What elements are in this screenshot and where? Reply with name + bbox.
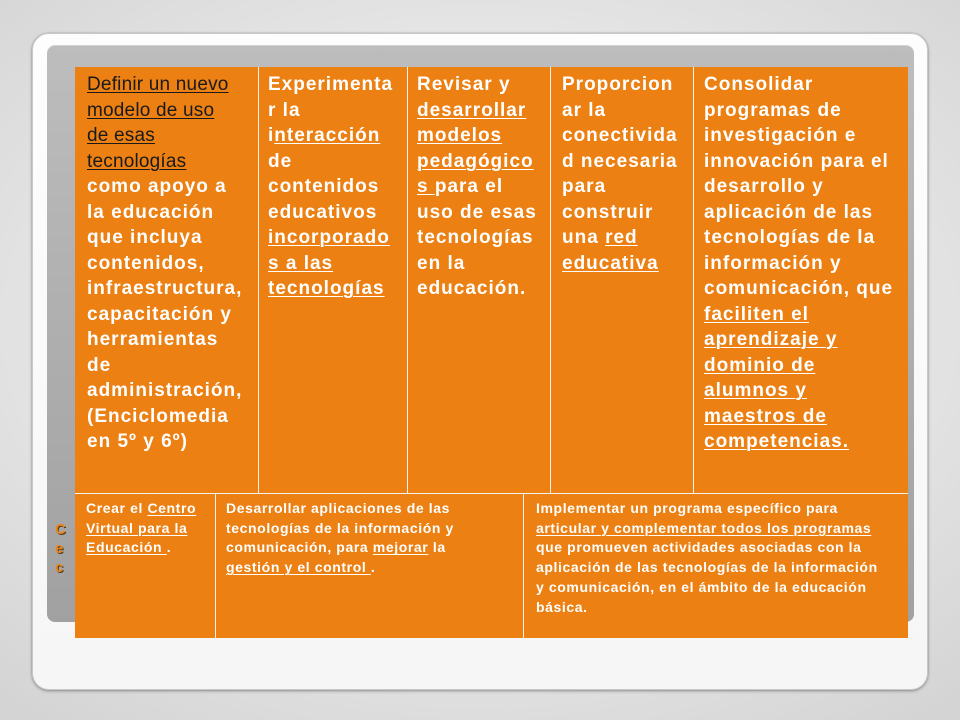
cell-text: la — [428, 539, 446, 556]
obscured-fragment: e — [55, 540, 64, 557]
cell-line — [226, 558, 523, 578]
cell-line — [87, 225, 258, 251]
cell-hyperlink[interactable]: gestión y el control — [226, 559, 371, 576]
cell-text: (Enciclomedia — [87, 405, 229, 427]
cell-line — [704, 404, 908, 430]
cell-text: investigación e — [704, 125, 857, 146]
cell-hyperlink[interactable]: maestros de — [704, 405, 827, 427]
obscured-text-fragments — [55, 520, 66, 577]
cell-line — [417, 72, 550, 98]
cell-text: programas de — [704, 99, 842, 121]
cell-text: Consolidar — [704, 74, 814, 95]
goals-table-top-row — [75, 67, 908, 493]
obscured-fragment: C — [55, 521, 66, 538]
cell-line — [562, 149, 693, 175]
cell-line — [704, 123, 908, 149]
cell-line — [704, 429, 908, 455]
cell-text: construir — [562, 201, 654, 223]
cell-hyperlink[interactable]: articular y complementar todos los programas — [536, 519, 872, 536]
cell-text: de — [87, 354, 112, 376]
cell-line — [86, 538, 215, 558]
cell-hyperlink[interactable]: de esas — [87, 125, 155, 146]
goals-table-bottom-row — [75, 493, 908, 638]
goal-cell-virtual-center — [75, 494, 215, 638]
cell-line — [536, 499, 908, 519]
cell-hyperlink[interactable]: red — [605, 227, 638, 248]
cell-text: infraestructura, — [87, 278, 243, 299]
cell-hyperlink[interactable]: desarrollar — [417, 99, 527, 121]
cell-text: aplicación de las tecnologías de la información — [536, 559, 878, 576]
cell-line — [87, 302, 258, 328]
cell-line — [87, 72, 258, 98]
cell-line — [536, 558, 908, 578]
cell-text: uso de esas — [417, 201, 537, 223]
cell-hyperlink[interactable]: pedagógico — [417, 150, 534, 172]
cell-text: en 5º y 6º) — [87, 431, 188, 452]
cell-hyperlink[interactable]: s — [417, 176, 435, 197]
cell-hyperlink[interactable]: s a las — [268, 252, 334, 274]
cell-line — [417, 123, 550, 149]
cell-line — [268, 225, 407, 251]
cell-hyperlink[interactable]: faciliten el — [704, 303, 809, 325]
cell-line — [87, 327, 258, 353]
cell-line — [87, 378, 258, 404]
cell-text: en la — [417, 252, 466, 274]
goal-cell-define-model — [75, 67, 258, 493]
cell-line — [562, 251, 693, 277]
cell-text: tecnologías — [417, 227, 534, 248]
cell-text: comunicación, que — [704, 278, 894, 299]
cell-line — [417, 251, 550, 277]
cell-line — [704, 72, 908, 98]
cell-line — [562, 123, 693, 149]
cell-text: herramientas — [87, 329, 219, 350]
cell-hyperlink[interactable]: tecnologías — [268, 278, 385, 299]
cell-line — [417, 149, 550, 175]
cell-text: Revisar y — [417, 74, 511, 95]
cell-hyperlink[interactable]: modelo de uso — [87, 99, 215, 121]
cell-text: i — [268, 125, 275, 146]
cell-line — [87, 200, 258, 226]
cell-line — [268, 251, 407, 277]
cell-text: contenidos, — [87, 252, 205, 274]
cell-line — [268, 276, 407, 302]
cell-line — [87, 429, 258, 455]
cell-line — [268, 123, 407, 149]
cell-hyperlink[interactable]: modelos — [417, 125, 503, 146]
cell-line — [87, 149, 258, 175]
cell-text: . — [166, 539, 172, 556]
cell-line — [226, 499, 523, 519]
cell-line — [87, 276, 258, 302]
cell-hyperlink[interactable]: Educación — [86, 539, 167, 556]
cell-line — [704, 98, 908, 124]
cell-line — [86, 519, 215, 539]
cell-hyperlink[interactable]: educativa — [562, 252, 659, 274]
cell-text: desarrollo y — [704, 176, 824, 197]
cell-line — [562, 200, 693, 226]
cell-text: para — [562, 176, 607, 197]
cell-text: d necesaria — [562, 150, 678, 172]
cell-hyperlink[interactable]: aprendizaje y — [704, 329, 838, 350]
goal-cell-implement-program — [523, 494, 908, 638]
goal-cell-experiment-interaction — [258, 67, 407, 493]
cell-line — [268, 200, 407, 226]
cell-line — [704, 327, 908, 353]
cell-line — [536, 538, 908, 558]
cell-hyperlink[interactable]: mejorar — [372, 539, 429, 556]
cell-text: Crear el — [86, 500, 148, 516]
cell-line — [562, 98, 693, 124]
cell-line — [87, 98, 258, 124]
cell-text: básica. — [536, 598, 588, 615]
cell-line — [417, 200, 550, 226]
cell-line — [226, 538, 523, 558]
cell-text: conectivida — [562, 125, 678, 146]
obscured-fragment: c — [55, 559, 64, 576]
cell-line — [268, 174, 407, 200]
cell-line — [536, 519, 908, 539]
cell-line — [704, 353, 908, 379]
cell-line — [268, 149, 407, 175]
cell-text: una — [562, 227, 606, 248]
cell-hyperlink[interactable]: Definir un nuevo — [87, 74, 229, 95]
cell-line — [87, 174, 258, 200]
cell-text: la educación — [87, 201, 215, 223]
cell-text: información y — [704, 252, 842, 274]
goal-cell-develop-applications — [215, 494, 523, 638]
cell-text: capacitación y — [87, 303, 232, 325]
cell-text: que promueven actividades asociadas con la — [536, 539, 862, 556]
cell-text: aplicación de las — [704, 201, 874, 223]
cell-line — [562, 72, 693, 98]
cell-text: educación. — [417, 278, 527, 299]
cell-text: Experimenta — [268, 74, 394, 95]
cell-hyperlink[interactable]: Virtual para la — [86, 519, 188, 536]
goal-cell-consolidate-programs — [693, 67, 908, 493]
cell-text: contenidos — [268, 176, 380, 197]
cell-line — [417, 276, 550, 302]
cell-line — [562, 225, 693, 251]
cell-text: Desarrollar aplicaciones de las — [226, 500, 451, 516]
cell-line — [704, 174, 908, 200]
cell-line — [562, 174, 693, 200]
cell-text: comunicación, para — [226, 539, 373, 556]
cell-line — [704, 276, 908, 302]
cell-line — [536, 578, 908, 598]
cell-line — [87, 251, 258, 277]
cell-hyperlink[interactable]: Centro — [147, 500, 197, 516]
cell-text: educativos — [268, 201, 378, 223]
cell-text: innovación para el — [704, 150, 889, 172]
goal-cell-review-models — [407, 67, 550, 493]
cell-hyperlink[interactable]: alumnos y — [704, 380, 807, 401]
cell-line — [268, 72, 407, 98]
cell-hyperlink[interactable]: tecnologías — [87, 150, 187, 172]
cell-line — [417, 225, 550, 251]
cell-line — [704, 149, 908, 175]
cell-line — [704, 251, 908, 277]
cell-text: Proporcion — [562, 74, 674, 95]
cell-text: Implementar un programa específico para — [536, 500, 838, 516]
cell-line — [536, 598, 908, 618]
cell-text: de — [268, 150, 293, 172]
cell-line — [86, 499, 215, 519]
cell-hyperlink[interactable]: dominio de — [704, 354, 816, 376]
cell-line — [704, 225, 908, 251]
cell-line — [87, 123, 258, 149]
cell-text: r la — [268, 99, 301, 121]
goal-cell-provide-connectivity — [550, 67, 693, 493]
cell-text: . — [370, 559, 376, 576]
cell-line — [704, 302, 908, 328]
cell-hyperlink[interactable]: competencias. — [704, 431, 849, 452]
cell-text: tecnologías de la — [704, 227, 876, 248]
cell-text: que incluya — [87, 227, 203, 248]
cell-line — [417, 174, 550, 200]
cell-text: como apoyo a — [87, 176, 227, 197]
cell-line — [268, 98, 407, 124]
cell-text: administración, — [87, 380, 243, 401]
cell-line — [226, 519, 523, 539]
cell-line — [704, 378, 908, 404]
cell-hyperlink[interactable]: incorporado — [268, 227, 390, 248]
cell-line — [87, 353, 258, 379]
cell-text: tecnologías de la información y — [226, 519, 454, 536]
cell-text: y comunicación, en el ámbito de la educación — [536, 578, 867, 595]
cell-line — [704, 200, 908, 226]
cell-text: para el — [434, 176, 504, 197]
cell-line — [87, 404, 258, 430]
cell-text: ar la — [562, 99, 607, 121]
cell-hyperlink[interactable]: nteracción — [274, 125, 381, 146]
cell-line — [417, 98, 550, 124]
